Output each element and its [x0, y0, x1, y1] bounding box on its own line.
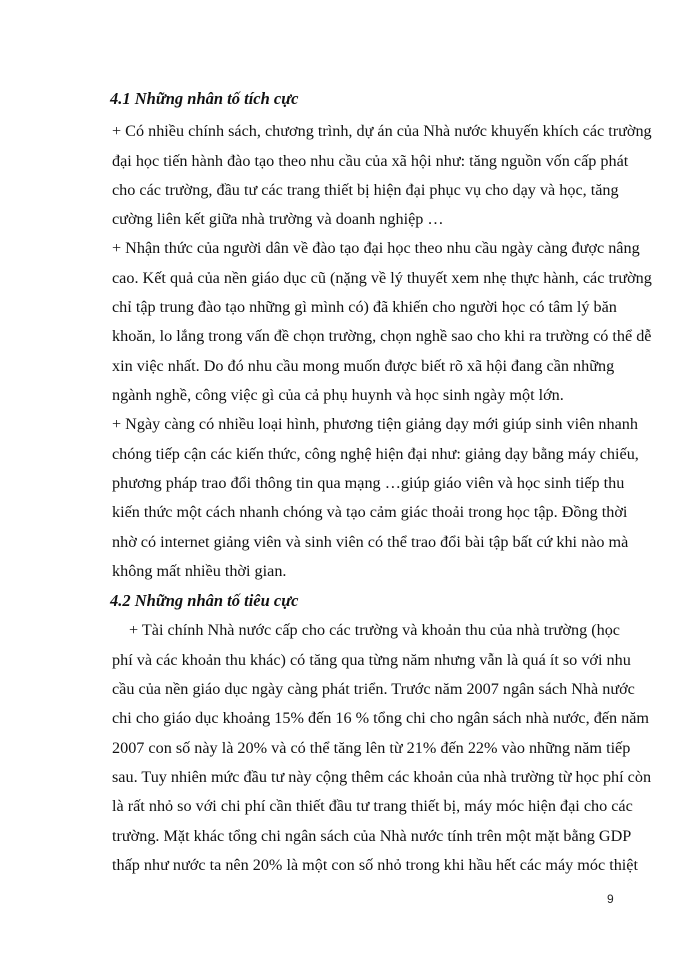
paragraph-line: + Có nhiều chính sách, chương trình, dự án của Nhà nước khuyến khích các trường [112, 122, 652, 140]
section-heading-positive-factors: 4.1 Những nhân tố tích cực [110, 89, 299, 108]
section-heading-negative-factors: 4.2 Những nhân tố tiêu cực [110, 591, 299, 610]
paragraph-line: sau. Tuy nhiên mức đầu tư này cộng thêm các khoản của nhà trường từ học phí còn [112, 768, 652, 786]
paragraph-line: khoăn, lo lắng trong vấn đề chọn trường, chọn nghề sao cho khi ra trường có thể dễ [112, 327, 652, 345]
paragraph-line: nhờ có internet giảng viên và sinh viên có thể trao đổi bài tập bất cứ khi nào mà [112, 533, 629, 551]
paragraph-line: phí và các khoản thu khác) có tăng qua từng năm nhưng vẫn là quá ít so với nhu [112, 651, 631, 669]
paragraph-line: đại học tiến hành đào tạo theo nhu cầu của xã hội như: tăng nguồn vốn cấp phát [112, 152, 629, 170]
page-number: 9 [607, 892, 614, 906]
paragraph-line: chỉ tập trung đào tạo những gì mình có) đã khiến cho người học có tâm lý băn [112, 298, 617, 316]
paragraph-line: chi cho giáo dục khoảng 15% đến 16 % tổng chi cho ngân sách nhà nước, đến năm [112, 709, 649, 727]
paragraph-line: + Ngày càng có nhiều loại hình, phương tiện giảng dạy mới giúp sinh viên nhanh [112, 415, 638, 433]
paragraph-line: cường liên kết giữa nhà trường và doanh nghiệp … [112, 210, 444, 228]
paragraph-line: kiến thức một cách nhanh chóng và tạo cảm giác thoải trong học tập. Đồng thời [112, 503, 628, 521]
paragraph-line: thấp như nước ta nên 20% là một con số nhỏ trong khi hầu hết các máy móc thiệt [112, 856, 638, 874]
paragraph-line: cho các trường, đầu tư các trang thiết bị hiện đại phục vụ cho dạy và học, tăng [112, 181, 619, 199]
paragraph-line: là rất nhỏ so với chi phí cần thiết đầu tư trang thiết bị, máy móc hiện đại cho các [112, 797, 633, 815]
paragraph-line: chóng tiếp cận các kiến thức, công nghệ hiện đại như: giảng dạy bằng máy chiếu, [112, 445, 639, 463]
paragraph-line: ngành nghề, công việc gì của cả phụ huynh và học sinh ngày một lớn. [112, 386, 564, 404]
paragraph-line: không mất nhiều thời gian. [112, 562, 287, 580]
paragraph-line: + Tài chính Nhà nước cấp cho các trường và khoản thu của nhà trường (học [129, 621, 620, 639]
paragraph-line: phương pháp trao đổi thông tin qua mạng …giúp giáo viên và học sinh tiếp thu [112, 474, 625, 492]
paragraph-line: trường. Mặt khác tổng chi ngân sách của Nhà nước tính trên một mặt bằng GDP [112, 827, 632, 845]
paragraph-line: cao. Kết quả của nền giáo dục cũ (nặng về lý thuyết xem nhẹ thực hành, các trường [112, 269, 652, 287]
paragraph-line: xin việc nhất. Do đó nhu cầu mong muốn được biết rõ xã hội đang cần những [112, 357, 615, 375]
paragraph-line: 2007 con số này là 20% và có thể tăng lên từ 21% đến 22% vào những năm tiếp [112, 739, 631, 757]
paragraph-line: + Nhận thức của người dân về đào tạo đại học theo nhu cầu ngày càng được nâng [112, 239, 640, 257]
paragraph-line: cầu của nền giáo dục ngày càng phát triển. Trước năm 2007 ngân sách Nhà nước [112, 680, 635, 698]
